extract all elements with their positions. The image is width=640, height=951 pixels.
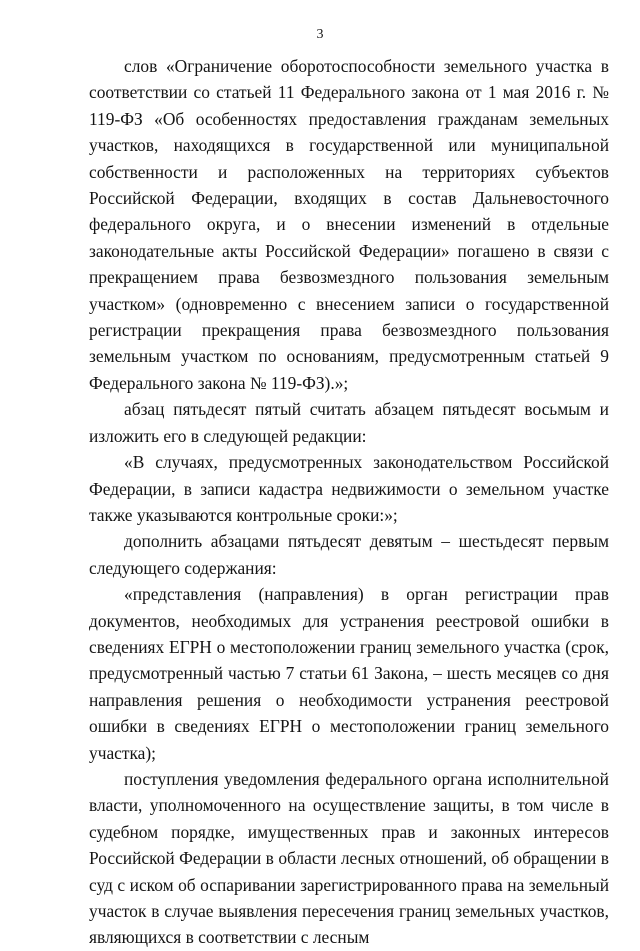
paragraph-3: «В случаях, предусмотренных законодательством Российской Федерации, в записи кадастра недвижимости о земельном участке также указываются контрольные сроки:»; <box>89 452 609 525</box>
page-number: 3 <box>316 27 324 42</box>
paragraph-2: абзац пятьдесят пятый считать абзацем пятьдесят восьмым и изложить его в следующей редакции: <box>89 399 609 446</box>
document-body <box>89 53 609 951</box>
paragraph-1: слов «Ограничение оборотоспособности земельного участка в соответствии со статьей 11 Федерального закона от 1 мая 2016 г. № 119-ФЗ «Об особенностях предоставления гражданам земельных участков, находящихся в государственной или муниципальной собственности и расположенных на территориях субъектов Российской Федерации, входящих в состав Дальневосточного федерального округа, и о внесении изменений в отдельные законодательные акты Российской Федерации» погашено в связи с прекращением права безвозмездного пользования земельным участком» (одновременно с внесением записи о государственной регистрации прекращения права безвозмездного пользования земельным участком по основаниям, предусмотренным статьей 9 Федерального закона № 119-ФЗ).»; <box>89 56 609 393</box>
paragraph-6: поступления уведомления федерального органа исполнительной власти, уполномоченного на осуществление защиты, в том числе в судебном порядке, имущественных прав и законных интересов Российской Федерации в области лесных отношений, об обращении в суд с иском об оспаривании зарегистрированного права на земельный участок в случае выявления пересечения границ земельных участков, являющихся в соответствии с лесным <box>89 768 609 948</box>
paragraph-5: «представления (направления) в орган регистрации прав документов, необходимых для устранения реестровой ошибки в сведениях ЕГРН о местоположении границ земельного участка (срок, предусмотренный частью 7 статьи 61 Закона, – шесть месяцев со дня направления решения о необходимости устранения реестровой ошибки в сведениях ЕГРН о местоположении границ земельного участка); <box>89 584 609 763</box>
paragraph-4: дополнить абзацами пятьдесят девятым – шестьдесят первым следующего содержания: <box>89 531 609 578</box>
